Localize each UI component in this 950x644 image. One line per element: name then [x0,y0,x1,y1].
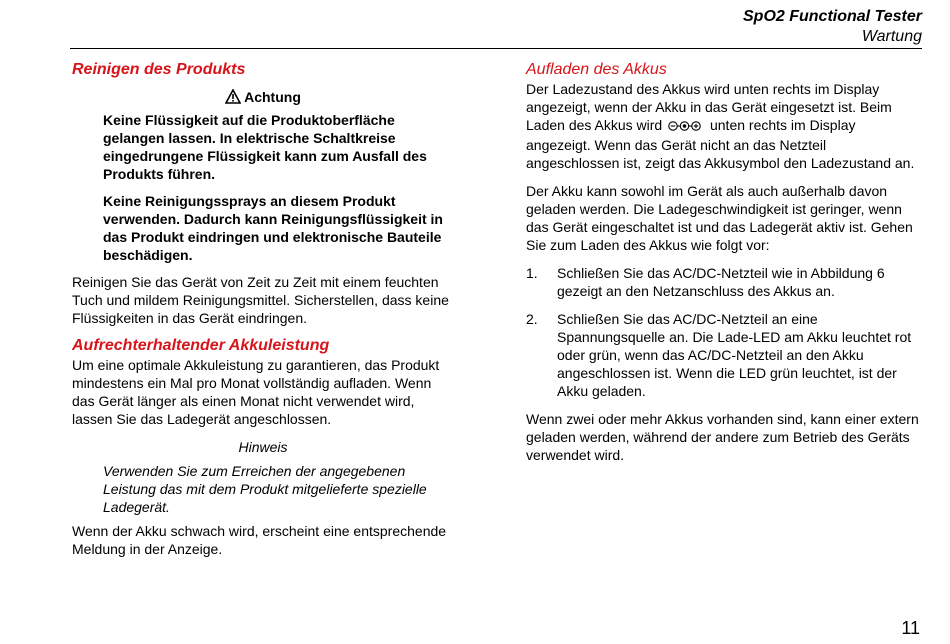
warning-triangle-icon [225,89,241,108]
heading-battery-maintenance: Aufrechterhaltender Akkuleistung [72,337,330,354]
header-subtitle: Wartung [861,28,922,45]
charge-steps-list [526,264,922,400]
charge-paragraph-1 [526,80,922,172]
list-item-number: 1. [526,265,538,281]
list-item-text: Schließen Sie das AC/DC-Netzteil wie in Abbildung 6 gezeigt an den Netzanschluss des Akkus an. [557,265,885,299]
caution-label: Achtung [244,89,301,105]
charge-paragraph-2: Der Akku kann sowohl im Gerät als auch außerhalb davon geladen werden. Die Ladegeschwindigkeit ist geringer, wenn das Gerät eingeschaltet ist und das Ladegerät aktiv ist. Gehen Sie zum Laden des Akkus wie folgt vor: [526,183,913,253]
caution-paragraph-2: Keine Reinigungssprays an diesem Produkt verwenden. Dadurch kann Reinigungsflüssigkeit in das Produkt eindringen und elektronische Bauteile beschädigen. [103,193,443,263]
note-paragraph: Verwenden Sie zum Erreichen der angegebenen Leistung das mit dem Produkt mitgelieferte spezielle Ladegerät. [103,463,427,515]
list-item [526,264,922,300]
heading-clean-product: Reinigen des Produkts [72,61,246,78]
header-title: SpO2 Functional Tester [743,8,922,25]
list-item [526,310,922,400]
clean-paragraph: Reinigen Sie das Gerät von Zeit zu Zeit mit einem feuchten Tuch und mildem Reinigungsmittel. Sicherstellen, dass keine Flüssigkeiten in das Gerät eindringen. [72,274,449,326]
charge-paragraph-3: Wenn zwei oder mehr Akkus vorhanden sind, kann einer extern geladen werden, während der andere zum Betrieb des Geräts verwendet wird. [526,411,919,463]
caution-paragraph-1: Keine Flüssigkeit auf die Produktoberfläche gelangen lassen. In elektrische Schaltkreise eingedrungene Flüssigkeit kann zum Ausfall des Produkts führen. [103,112,427,182]
caution-heading [72,88,454,108]
left-column [72,60,454,558]
page-number: 11 [901,618,920,638]
battery-paragraph: Um eine optimale Akkuleistung zu garantieren, das Produkt mindestens ein Mal pro Monat vollständig aufladen. Wenn das Gerät länger als einen Monat nicht verwendet wird, lassen Sie das Ladegerät angeschlossen. [72,357,440,427]
charge-paragraph-1-a: Der Ladezustand des Akkus wird unten rechts im Display angezeigt, wenn der Akku in das Gerät eingesetzt ist. Beim Laden des Akkus wird [526,81,892,133]
low-battery-paragraph: Wenn der Akku schwach wird, erscheint eine entsprechende Meldung in der Anzeige. [72,523,447,557]
right-column [526,60,922,464]
note-heading: Hinweis [238,439,288,455]
charge-paragraph-1-b: unten rechts im Display angezeigt. Wenn das Gerät nicht an das Netzteil angeschlossen ist, zeigt das Akkusymbol den Ladezustand an. [526,117,915,171]
heading-charge-battery: Aufladen des Akkus [526,61,667,78]
charging-symbol-icon [668,118,704,136]
list-item-text: Schließen Sie das AC/DC-Netzteil an eine Spannungsquelle an. Die Lade-LED am Akku leuchtet rot oder grün, wenn das AC/DC-Netzteil an den Akku angeschlossen ist. Wenn die LED grün leuchtet, ist der Akku geladen. [557,311,912,399]
header-rule [70,48,922,49]
list-item-number: 2. [526,311,538,327]
